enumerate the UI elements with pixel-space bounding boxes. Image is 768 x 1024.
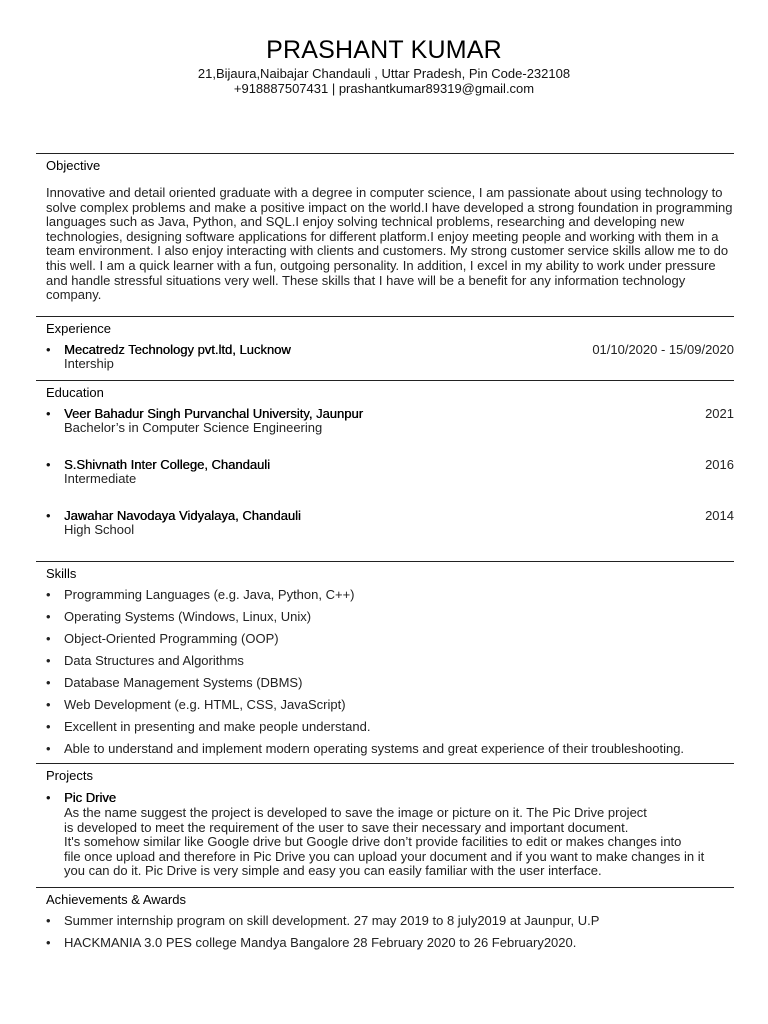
project-description-line: As the name suggest the project is developed to save the image or picture on it. The Pic Drive project bbox=[64, 805, 647, 820]
entry-title: Mecatredz Technology pvt.ltd, Lucknow bbox=[64, 342, 291, 357]
section-divider bbox=[36, 561, 734, 562]
project-description-line: It's somehow similar like Google drive but Google drive don’t provide facilities to edit or makes changes into bbox=[64, 834, 682, 850]
bullet-icon: • bbox=[46, 675, 51, 690]
address-line: 21,Bijaura,Naibajar Chandauli , Uttar Pradesh, Pin Code-232108 bbox=[197, 66, 571, 81]
skill-text: Programming Languages (e.g. Java, Python, C++) bbox=[64, 587, 355, 602]
bullet-icon: • bbox=[46, 457, 51, 472]
skill-text: Excellent in presenting and make people understand. bbox=[64, 719, 371, 734]
experience-heading: Experience bbox=[46, 321, 112, 336]
skill-text: Operating Systems (Windows, Linux, Unix) bbox=[64, 609, 312, 624]
skill-text: Data Structures and Algorithms bbox=[64, 653, 244, 668]
entry-subtitle: Intership bbox=[64, 356, 114, 371]
entry-title: S.Shivnath Inter College, Chandauli bbox=[64, 457, 270, 472]
bullet-icon: • bbox=[46, 609, 51, 624]
bullet-icon: • bbox=[46, 913, 51, 928]
entry-title: Jawahar Navodaya Vidyalaya, Chandauli bbox=[64, 508, 301, 523]
section-divider bbox=[36, 380, 734, 381]
skill-text: Object-Oriented Programming (OOP) bbox=[64, 631, 279, 646]
entry-subtitle: Intermediate bbox=[64, 471, 137, 486]
bullet-icon: • bbox=[46, 342, 51, 357]
project-description-line: is developed to meet the requirement of the user to save their necessary and important document. bbox=[64, 819, 629, 835]
achievement-text: HACKMANIA 3.0 PES college Mandya Bangalore 28 February 2020 to 26 February2020. bbox=[64, 935, 577, 950]
candidate-name: PRASHANT KUMAR bbox=[266, 36, 502, 64]
skill-text: Database Management Systems (DBMS) bbox=[64, 675, 303, 690]
achievement-text: Summer internship program on skill development. 27 may 2019 to 8 july2019 at Jaunpur, U.P bbox=[64, 913, 600, 928]
project-description bbox=[64, 806, 736, 879]
entry-subtitle: High School bbox=[64, 522, 135, 537]
entry-date: 01/10/2020 - 15/09/2020 bbox=[592, 342, 734, 357]
bullet-icon: • bbox=[46, 935, 51, 950]
bullet-icon: • bbox=[46, 741, 51, 756]
section-divider bbox=[36, 763, 734, 764]
bullet-icon: • bbox=[46, 587, 51, 602]
entry-date: 2016 bbox=[705, 457, 734, 472]
phone-email-line: +918887507431 | prashantkumar89319@gmail.com bbox=[233, 81, 535, 96]
objective-heading: Objective bbox=[46, 158, 101, 173]
entry-date: 2014 bbox=[705, 508, 734, 523]
entry-subtitle: Bachelor’s in Computer Science Engineering bbox=[64, 420, 323, 435]
achievements-heading: Achievements & Awards bbox=[46, 892, 186, 907]
bullet-icon: • bbox=[46, 406, 51, 421]
skills-heading: Skills bbox=[46, 566, 77, 581]
bullet-icon: • bbox=[46, 790, 51, 805]
bullet-icon: • bbox=[46, 653, 51, 668]
bullet-icon: • bbox=[46, 631, 51, 646]
skill-text: Able to understand and implement modern operating systems and great experience of their troubleshooting. bbox=[64, 741, 685, 756]
section-divider bbox=[36, 153, 734, 154]
projects-heading: Projects bbox=[46, 768, 93, 783]
project-description-line: you can do it. Pic Drive is very simple and easy you can easily familiar with the user interface. bbox=[64, 863, 602, 879]
education-heading: Education bbox=[46, 385, 104, 400]
entry-date: 2021 bbox=[705, 406, 734, 421]
section-divider bbox=[36, 316, 734, 317]
skill-text: Web Development (e.g. HTML, CSS, JavaScript) bbox=[64, 697, 346, 712]
project-description-line: file once upload and therefore in Pic Drive you can upload your document and if you want to make changes in it bbox=[64, 848, 705, 864]
entry-title: Veer Bahadur Singh Purvanchal University, Jaunpur bbox=[64, 406, 363, 421]
bullet-icon: • bbox=[46, 508, 51, 523]
section-divider bbox=[36, 887, 734, 888]
bullet-icon: • bbox=[46, 697, 51, 712]
objective-text: Innovative and detail oriented graduate with a degree in computer science, I am passionate about using technology to solve complex problems and make a positive impact on the world.I have developed a strong foundation in programming languages such as Java, Python, and SQL.I enjoy solving technical problems, researching and developing new technologies, designing software applications for different platform.I enjoy meeting people and working with them in a team environment. I also enjoy interacting with clients and customers. My strong customer service skills allow me to do this well. I am a quick learner with a fun, outgoing personality. In addition, I excel in my ability to work under pressure and handle stressful situations very well. These skills that I have will be a benefit for any information technology company. bbox=[46, 185, 733, 303]
project-title: Pic Drive bbox=[64, 790, 117, 805]
bullet-icon: • bbox=[46, 719, 51, 734]
